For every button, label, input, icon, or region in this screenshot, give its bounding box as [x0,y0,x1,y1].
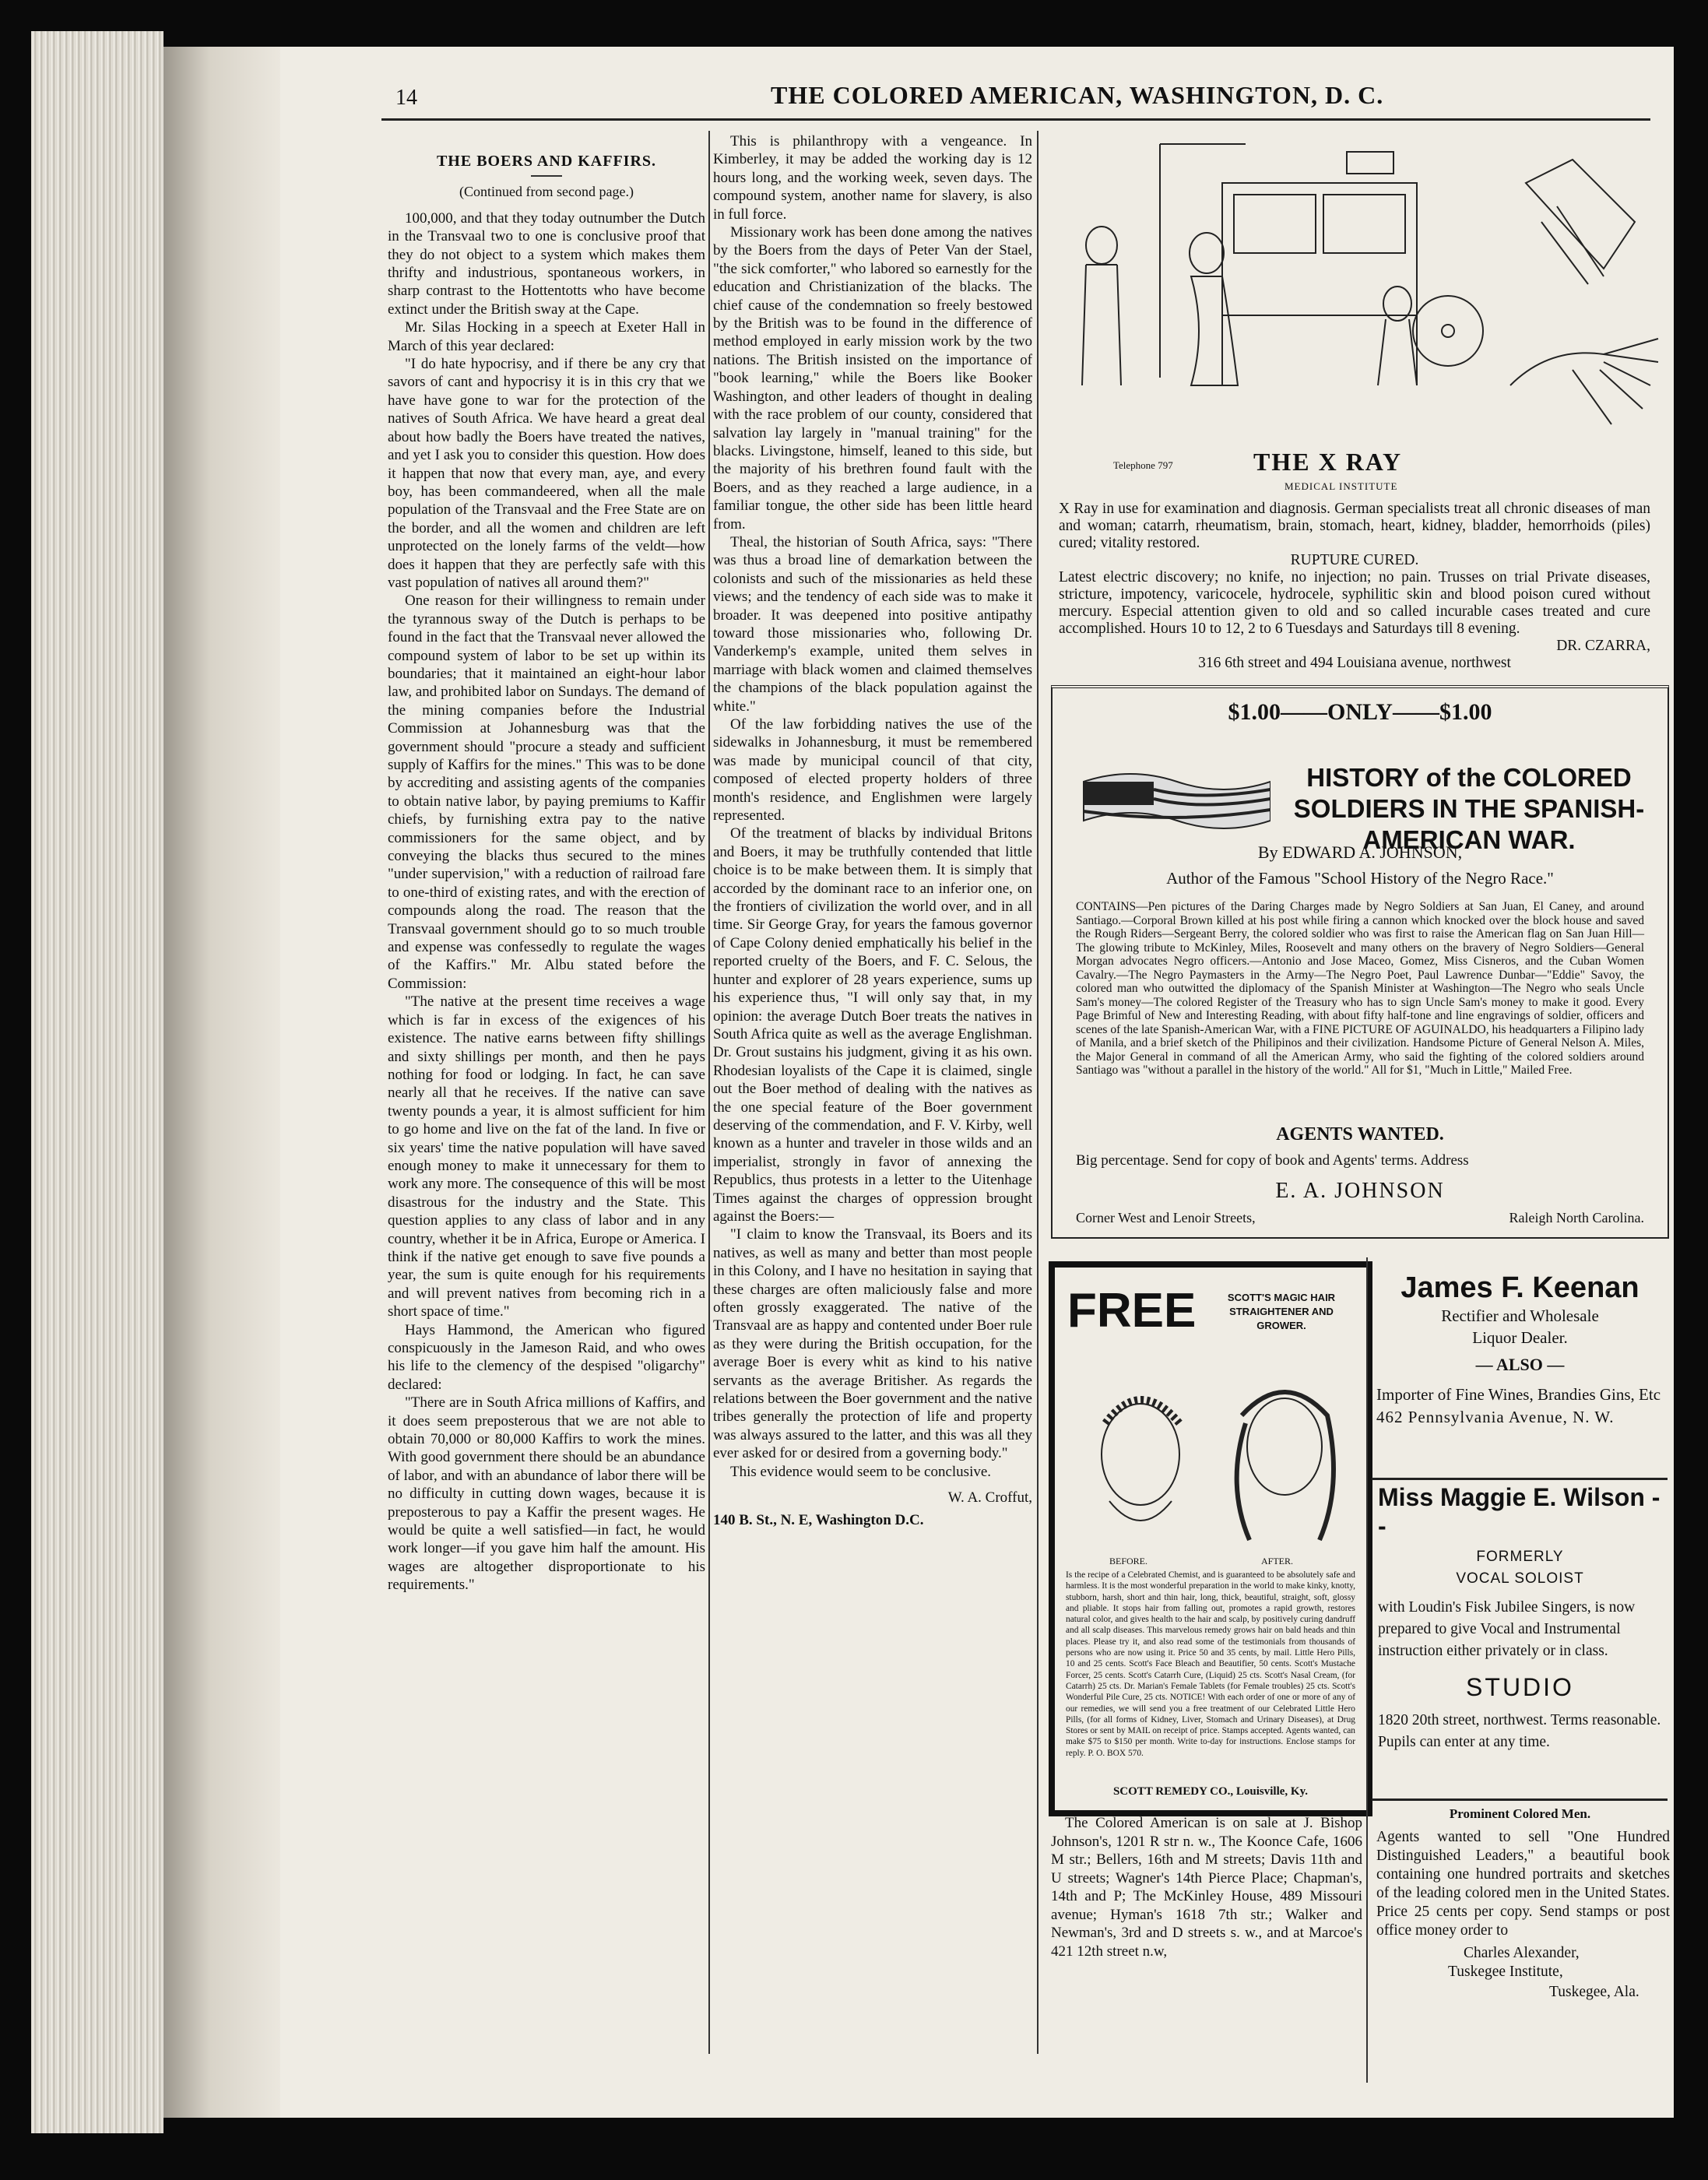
publisher-address [1076,1210,1644,1226]
hair-ad-text: Is the recipe of a Celebrated Chemist, and is guaranteed to be absolutely safe and harmless. It is the most wonderful preparation in the world to make kinky, knotty, stubborn, harsh, short and thin hair, long, thick, beautiful, straight, soft, glossy and pliable. It stops hair from falling out, promotes a rapid growth, restores natural color, and gives health to the hair and scalp, by positively curing dandruff and all scalp diseases. This marvelous remedy grows hair on bald heads and thin places. Please try it, and also read some of the testimonials from thousands of persons who are now using it. Price 50 and 35 cents, by mail. Little Hero Pills, 10 and 25 cents. Scott's Face Bleach and Beautifier, 50 cents. Scott's Mustache Forcer, 25 cents. Scott's Catarrh Cure, (Liquid) 25 cts. Scott's Nasal Cream, (for Catarrh) 25 cts. Dr. Marian's Female Tablets (for Female troubles) 25 cts. Scott's Wonderful Pile Cure, 25 cts. NOTICE! With each order of one or more of any of our remedies, we will send you a free treatment of our Celebrated Little Hero Pills, (for all forms of Kidney, Liver, Stomach and Urinary Diseases), at Drug Stores or sent by MAIL on receipt of price. Stamps accepted. Agents wanted, can make $75 to $150 per month. Write to-day for instructions. Enclose stamps for reply. P. O. BOX 570. [1066,1570,1355,1758]
history-book-ad [1051,685,1669,1239]
xray-logo-subtitle: MEDICAL INSTITUTE [1285,480,1398,492]
xray-institute-ad [1043,128,1666,689]
header-rule [381,118,1650,121]
keenan-ad [1370,1265,1670,1427]
prominent-location: Tuskegee, Ala. [1549,1984,1639,2000]
xray-ad-text [1059,501,1650,672]
book-contents: CONTAINS—Pen pictures of the Daring Charges made by Negro Soldiers at San Juan, El Caney, and around Santiago.—Corporal Brown killed at his post while firing a cannon which knocked over the block house and saved the Rough Riders—Sergeant Berry, the colored soldier who was first to raise the American flag on San Juan Hill—The glowing tribute to McKinley, Miles, Roosevelt and many others on the bravery of Negro Soldiers—General Morgan advocates Negro officers.—Antonio and Jose Maceo, Gomez, Miss Cisneros, and the Cuban Women Cavalry.—The Negro Paymasters in the Army—The Negro Poet, Paul Lawrence Dunbar—"Eddie" Savoy, the colored man who outwitted the diplomacy of the Spanish Minister at Washington—The Negro who seals Uncle Sam's money—The colored Register of the Treasury who has to sign Uncle Sam's money to make it good. Every Page Brimful of New and Interesting Reading, with about fifty half-tone and line engravings of soldier, officers and scenes of the late Spanish-American War, with a FINE PICTURE OF AGUINALDO, his headquarters a Filipino lady of Manila, and a brief sketch of the Philipinos and their civilization. Handsome Picture of General Nelson A. Miles, the Major General in command of all the American Army, who said the fighting of the colored soldiers around Santiago was "without a parallel in the history of the world." All for $1, "Much in Little," Mailed Free. [1076,900,1644,1077]
xray-room-illustration [1043,128,1666,494]
remedy-company: SCOTT REMEDY CO., Louisville, Ky. [1112,1785,1309,1798]
paragraph: Hays Hammond, the American who figured conspicuously in the Jameson Raid, and who owes his life to the clemency of the despised "oligarchy" declared: [388,1321,705,1393]
publisher-name: E. A. JOHNSON [1275,1179,1445,1203]
keenan-address: 462 Pennsylvania Avenue, N. W. [1376,1408,1615,1426]
quote-paragraph: Theal, the historian of South Africa, says: "There was thus a broad line of demarkation between the colonists and such of the missionaries as held these views; and the tendency of each side was to make it broader. It was deepened into positive antipathy toward those missionaries who, following Dr. Vanderkemp's example, united them selves in marriage with black women and claimed themselves the champions of the black population against the white." [713,533,1032,715]
rupture-cured: RUPTURE CURED. [1290,552,1419,568]
wilson-body: with Loudin's Fisk Jubilee Singers, is now prepared to give Vocal and Instrumental instruction either privately or in class. [1378,1599,1636,1659]
book-price: $1.00——ONLY——$1.00 [1228,699,1492,725]
page-number: 14 [395,86,417,110]
column-divider [1037,131,1039,2054]
keenan-line-2: Liquor Dealer. [1472,1328,1568,1347]
quote-paragraph: "The native at the present time receives a wage which is far in excess of the exigences of his existence. The native earns between fifty shillings and sixty shillings per month, and then he pays nothing for food or lodging. In fact, he can save nearly all that he receives. If the native can save twenty pounds a year, it is almost sufficient for him to go home and live on the fat of the land. In five or six years' time the native population will have saved enough money to make it unnecessary for them to work any more. The consequence of this will be most disastrous for the industry and the State. This question applies to any class of labor and in any country, whether it be in Africa, Europe or America. I think if the native get enough to save five pounds a year, the sum is quite enough for his requirements and will prevent natives from becoming rich in a short space of time." [388,993,705,1320]
studio-heading: STUDIO [1466,1673,1574,1701]
quote-paragraph: "I do hate hypocrisy, and if there be any cry that savors of cant and hypocrisy it is in this cry that we have have gone to war for the protection of the natives of South Africa. We have heard a great deal about how badly the Boers have treated the natives, and yet I ask you to consider this question. How does it happen that now that every man, aye, and every boy, has been commandeered, when all the male population of the Transvaal and the Free State are on the border, and all the women and children are left unprotected on the lonely farms of the veldt—how does it happen that they are perfectly safe with this vast population of natives all around them?" [388,356,705,591]
book-title: HISTORY of the COLORED SOLDIERS IN THE SPANISH-AMERICAN WAR. [1293,763,1645,854]
paragraph: Of the treatment of blacks by individual Britons and Boers, it may be truthfully contended that little choice is to be make between them. It is simply that accorded by the dominant race to an inferior one, on the frontiers of civilization the world over, and in all time. Sir George Gray, for years the famous governor of Cape Colony denied emphatically his belief in the reported cruelty of the Boers, and F. C. Selous, the hunter and explorer of 28 years experience, sums up his experience thus, "I will only say that, in my opinion: the average Dutch Boer treats the natives in South Africa quite as well as the average Englishman. Dr. Grout sustains his judgment, giving it as his own. Rhodesian loyalists of the Cape it is claimed, single out the Boer method of dealing with the natives as the one special feature of the Boer government deserving of the commendation, and F. V. Kirby, well known as a hunter and traveler in those wilds and an imperialist, strongly in favor of annexing the Republics, thus protests in a letter to the Uitenhage Times against the charges of oppression brought against the Boers:— [713,825,1032,1225]
xray-body-2: Latest electric discovery; no knife, no injection; no pain. Trusses on trial Private diseases, stricture, impotency, varicocele, hydrocele, syphilitic skin and blood poison cured without mercury. Especial attention given to old and so called incurable cases treated and cure accomplished. Hours 10 to 12, 2 to 6 Tuesdays and Saturdays till 8 evening. [1059,569,1650,637]
wilson-vocal: VOCAL SOLOIST [1456,1570,1584,1587]
wilson-name: Miss Maggie E. Wilson - - [1378,1483,1661,1540]
column-divider [1366,1257,1368,2083]
keenan-importer: Importer of Fine Wines, Brandies Gins, Etc [1376,1385,1661,1404]
keenan-line-1: Rectifier and Wholesale [1441,1306,1599,1325]
before-label: BEFORE. [1109,1556,1148,1566]
article-column-2 [713,132,1032,2055]
address-right: Raleigh North Carolina. [1509,1210,1644,1225]
keenan-name: James F. Keenan [1400,1271,1639,1304]
telephone-number: Telephone 797 [1113,459,1173,471]
paragraph: One reason for their willingness to remain under the tyrannous sway of the Dutch is perhaps to be found in the fact that the Transvaal never allowed the compound system of labor to be set up within its boundaries; that it maintained an eight-hour labor law, and prohibited labor on Sundays. The demand of the mining companies before the Industrial Commission at Johannesburg was that the government should "procure a steady and sufficient supply of Kaffirs for the mines." This was to be done by accrediting and assisting agents of the companies to obtain native labor, by paying premiums to Kaffir chiefs, by furnishing extra pay to the native commissioners for the same object, and by conveying the blacks thus secured to the mines "under supervision," with a reduction of railroad fare to one-third of existing rates, and with the erection of compounds along the road. The reason that the Transvaal government should go to so much trouble and expense was confessedly to regulate the wages of the Kaffirs." Mr. Albu stated before the Commission: [388,592,705,992]
article-title: THE BOERS AND KAFFIRS. [436,153,657,170]
book-author: By EDWARD A. JOHNSON, [1257,842,1463,862]
prominent-signer: Charles Alexander, [1464,1945,1580,1961]
ad-divider [1372,1478,1668,1480]
agents-wanted: AGENTS WANTED. [1276,1124,1444,1144]
wilson-formerly: FORMERLY [1476,1549,1564,1565]
signature-address: 140 B. St., N. E, Washington D.C. [713,1512,924,1529]
quote-paragraph: "There are in South Africa millions of Kaffirs, and it does seem preposterous that we are not able to obtain 70,000 or 80,000 Kaffirs to work the mines. With good government there should be an abundance of labor, and with an abundance of labor there will be no difficulty in cutting down wages, because it is preposterous to pay a Kaffir the present wages. He would be quite a well satisfied—in fact, he would work longer—if you gave him half the amount. His wages are altogether disproportionate to his requirements." [388,1394,705,1594]
flag-icon [1076,766,1270,836]
free-headline: FREE [1067,1284,1197,1338]
ad-divider [1372,1798,1668,1801]
column-divider [708,131,710,2054]
paragraph: This evidence would seem to be conclusive. [730,1463,992,1480]
doctor-name: DR. CZARRA, [1556,638,1650,654]
paragraph: Of the law forbidding natives the use of the sidewalks in Johannesburg, it must be remembered was made by municipal council of that city, composed of elected property holders of three month's residence, and Englishmen were largely represented. [713,716,1032,825]
book-binding [163,47,280,2118]
prominent-institute: Tuskegee Institute, [1448,1964,1563,1980]
article-signature: W. A. Croffut, [947,1489,1032,1507]
xray-body: X Ray in use for examination and diagnosis. German specialists treat all chronic diseases of man and woman; catarrh, rheumatism, brain, stomach, heart, kidney, bladder, hemorrhoids (piles) cured; vitality restored. [1059,501,1650,551]
book-page-edges [31,31,163,2133]
paragraph: 100,000, and that they today outnumber the Dutch in the Transvaal two to one is conclusive proof that they do not object to a system which makes them thrifty and industrious, spontaneous workers, in sharp contrast to the Hottentotts who have become extinct under the British sway at the Cape. [388,209,705,318]
masthead: THE COLORED AMERICAN, WASHINGTON, D. C. [771,81,1384,109]
paragraph: Missionary work has been done among the natives by the Boers from the days of Peter Van der Stael, "the sick comforter," who labored so earnestly for the education and Christianization of the blacks. The chief cause of the condemnation so freely bestowed by the British was to be found in the difference of method employed in early mission work by the two nations. The British insisted on the importance of "book learning," while the Boers like Booker Washington, and other leaders of thought in dealing with the race problem of our county, considered that salvation lay largely in "manual training" for the blacks. Livingstone, himself, leaned to this side, but the majority of his brethren found fault with the Boers, and as they reached a large audience, in a familiar tongue, the other side has been little heard from. [713,224,1032,533]
keenan-also: — ALSO — [1475,1355,1565,1374]
prominent-heading: Prominent Colored Men. [1449,1806,1591,1821]
after-label: AFTER. [1261,1556,1294,1566]
sale-locations-notice [1051,1814,1362,1960]
product-name: SCOTT'S MAGIC HAIR STRAIGHTENER AND GROWER. [1227,1292,1336,1331]
paragraph: This is philanthropy with a vengeance. In Kimberley, it may be added the working day is 12 hours long, and the working week, seven days. The compound system, another name for slavery, is also in full force. [713,133,1032,223]
quote-paragraph: "I claim to know the Transvaal, its Boers and its natives, as well as many and better than most people in this Colony, and I have no hesitation in saying that these charges are often maliciously false and more often grossly exaggerated. The native of the Transvaal are as happy and contented under Boer rule as they were during the British occupation, for the average Boer is every whit as kind to his native servants as the average Britisher. As regards the relations between the Boer government and the native tribes generally the protection of life and property was always assured to the latter, and this was all they ever asked for or desired from a governing body." [713,1226,1032,1462]
address-left: Corner West and Lenoir Streets, [1076,1210,1256,1225]
author-credit: Author of the Famous "School History of the Negro Race." [1166,869,1554,888]
agents-terms: Big percentage. Send for copy of book and Agents' terms. Address [1076,1152,1469,1169]
xray-address: 316 6th street and 494 Louisiana avenue, northwest [1198,655,1511,671]
prominent-men-ad [1370,1806,1670,2001]
sale-notice-text: The Colored American is on sale at J. Bishop Johnson's, 1201 R str n. w., The Koonce Cafe, 1606 M str.; Bellers, 16th and M streets; Davis 11th and U streets; Wagner's 14th Pierce Place; Chapman's, 14th and P; The McKinley House, 489 Missouri avenue; Hyman's 1618 7th str.; Walker and Newman's, 3rd and D streets s. w., and at Marcoe's 421 12th street n.w, [1051,1815,1362,1960]
paragraph: Mr. Silas Hocking in a speech at Exeter Hall in March of this year declared: [388,319,705,354]
xray-logo: THE X RAY [1253,448,1403,476]
wilson-body-2: 1820 20th street, northwest. Terms reasonable. Pupils can enter at any time. [1378,1712,1661,1750]
continued-note: (Continued from second page.) [459,184,634,200]
title-rule [531,175,562,177]
prominent-body: Agents wanted to sell "One Hundred Distinguished Leaders," a beautiful book containing one hundred portraits and sketches of the leading colored men in the United States. Price 25 cents per copy. Send stamps or post office money order to [1376,1829,1670,1939]
hair-straightener-ad [1049,1261,1372,1816]
before-after-portraits [1063,1353,1358,1548]
article-column-1 [388,132,705,2055]
wilson-ad [1370,1483,1670,1753]
